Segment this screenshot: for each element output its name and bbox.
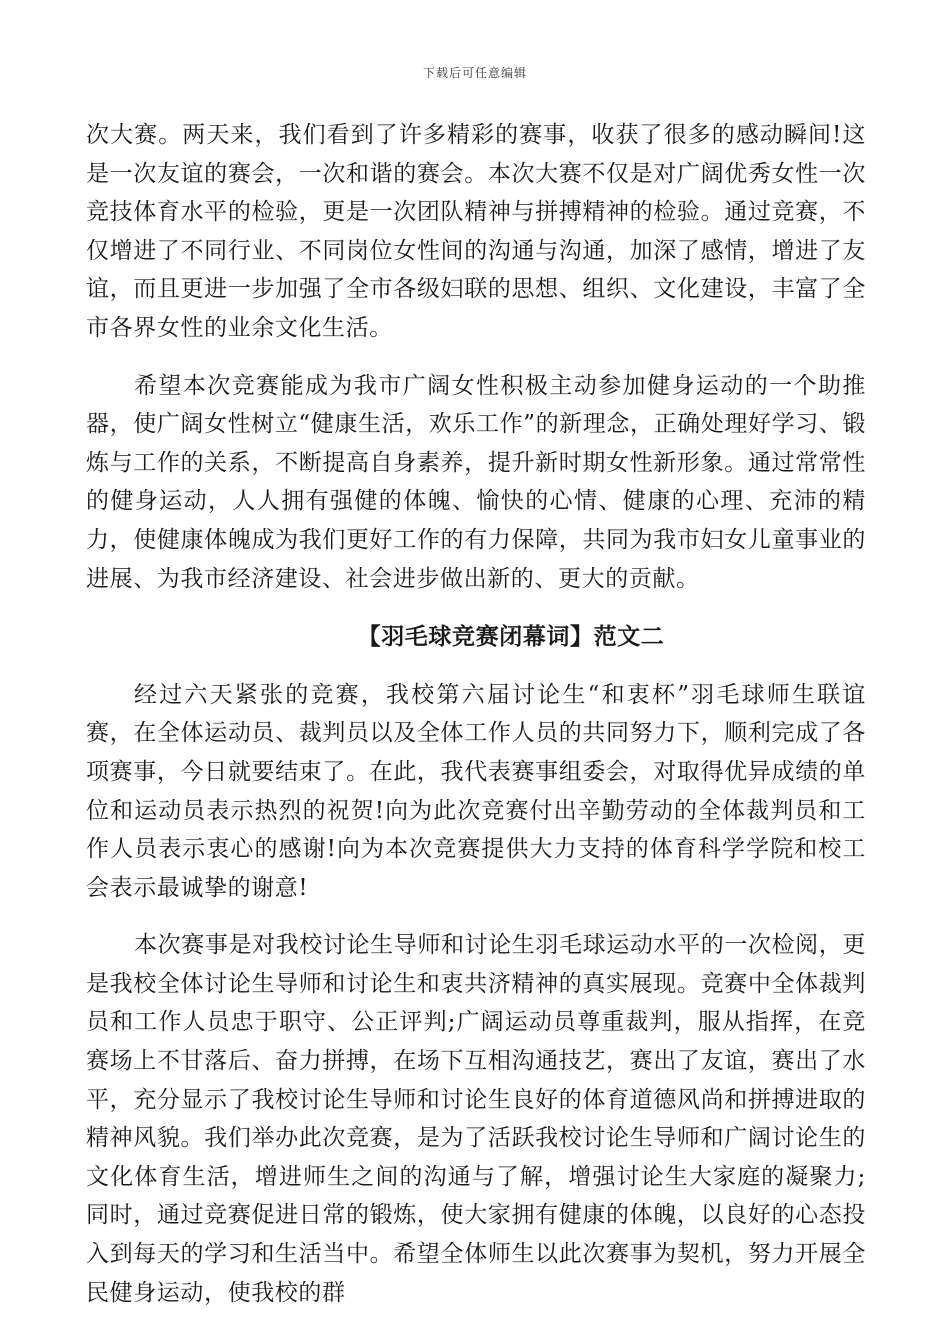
paragraph-continuation: 次大赛。两天来，我们看到了许多精彩的赛事，收获了很多的感动瞬间!这是一次友谊的赛会，一次和谐的赛会。本次大赛不仅是对广阔优秀女性一次竞技体育水平的检验，更是一次团队精神与拼搏精神的检验。通过竞赛，不仅增进了不同行业、不同岗位女性间的沟通与沟通，加深了感情，增进了友谊，而且更进一步加强了全市各级妇联的思想、组织、文化建设，丰富了全市各界女性的业余文化生活。: [86, 122, 866, 341]
paragraph-hope: 希望本次竞赛能成为我市广阔女性积极主动参加健身运动的一个助推器，使广阔女性树立“健康生活，欢乐工作”的新理念，正确处理好学习、锻炼与工作的关系，不断提高自身素养，提升新时期女性新形象。通过常常性的健身运动，人人拥有强健的体魄、愉快的心情、健康的心理、充沛的精力，使健康体魄成为我们更好工作的有力保障，共同为我市妇女儿童事业的进展、为我市经济建设、社会进步做出新的、更大的贡献。: [86, 372, 866, 592]
paragraph-opening: 经过六天紧张的竞赛，我校第六届讨论生“和衷杯”羽毛球师生联谊赛，在全体运动员、裁判员以及全体工作人员的共同努力下，顺利完成了各项赛事，今日就要结束了。在此，我代表赛事组委会，对取得优异成绩的单位和运动员表示热烈的祝贺!向为此次竞赛付出辛勤劳动的全体裁判员和工作人员表示衷心的感谢!向为本次竞赛提供大力支持的体育科学学院和校工会表示最诚挚的谢意!: [86, 681, 866, 901]
header-note: 下载后可任意编辑: [422, 66, 527, 80]
paragraph-review: 本次赛事是对我校讨论生导师和讨论生羽毛球运动水平的一次检阅，更是我校全体讨论生导师和讨论生和衷共济精神的真实展现。竞赛中全体裁判员和工作人员忠于职守、公正评判;广阔运动员尊重裁判，服从指挥，在竞赛场上不甘落后、奋力拼搏，在场下互相沟通技艺，赛出了友谊，赛出了水平，充分显示了我校讨论生导师和讨论生良好的体育道德风尚和拼搏进取的精神风貌。我们举办此次竞赛，是为了活跃我校讨论生导师和广阔讨论生的文化体育生活，增进师生之间的沟通与了解，增强讨论生大家庭的凝聚力;同时，通过竞赛促进日常的锻炼，使大家拥有健康的体魄，以良好的心态投入到每天的学习和生活当中。希望全体师生以此次赛事为契机，努力开展全民健身运动，使我校的群: [86, 932, 866, 1306]
document-body: [86, 116, 866, 1312]
section-title: 【羽毛球竞赛闭幕词】范文二: [357, 623, 665, 651]
